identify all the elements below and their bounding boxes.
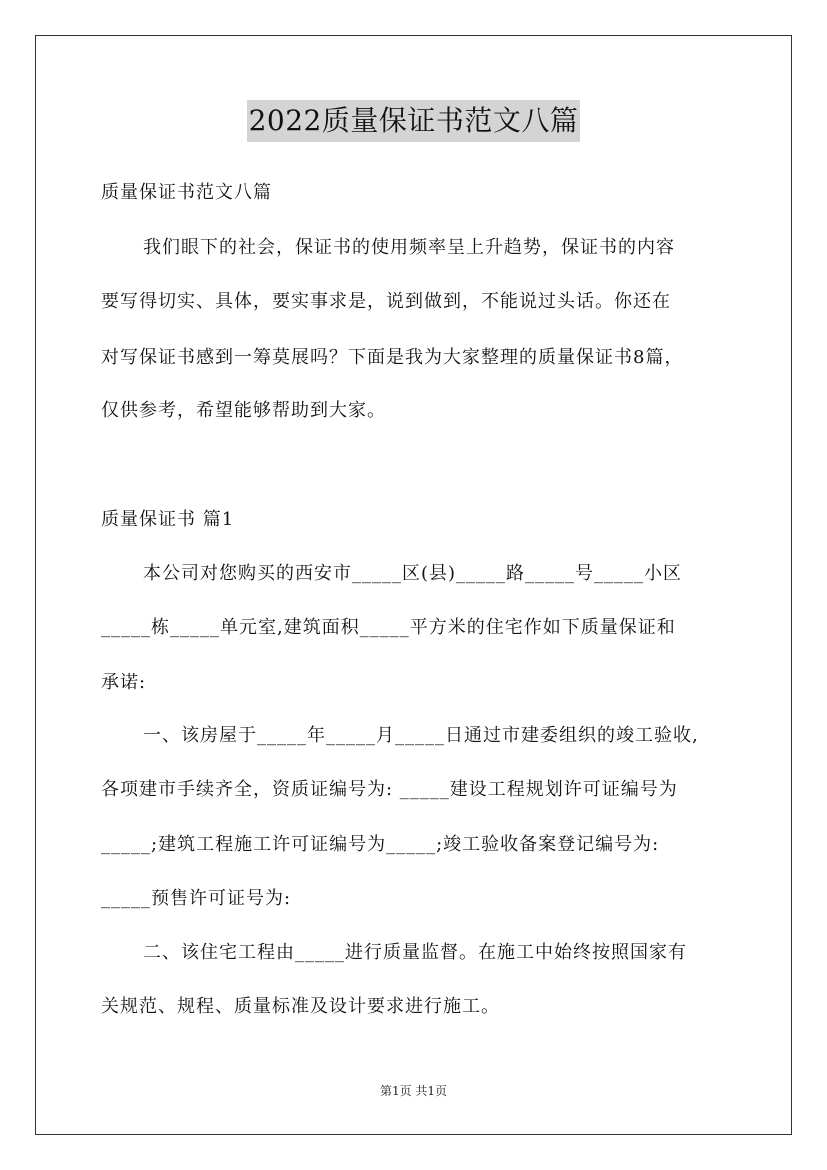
document-title: 2022质量保证书范文八篇: [247, 100, 581, 142]
body-line: 一、该房屋于_____年_____月_____日通过市建委组织的竣工验收,: [143, 725, 699, 746]
subtitle-line: 质量保证书范文八篇: [101, 182, 272, 203]
body-line: 承诺:: [101, 672, 147, 693]
body-line: 关规范、规程、质量标准及设计要求进行施工。: [101, 996, 500, 1017]
body-line: _____栋_____单元室,建筑面积_____平方米的住宅作如下质量保证和: [101, 617, 676, 638]
body-line: 对写保证书感到一筹莫展吗？下面是我为大家整理的质量保证书8篇，: [101, 347, 684, 368]
section-heading: 质量保证书 篇1: [101, 509, 235, 530]
body-line: 要写得切实、具体，要实事求是，说到做到，不能说过头话。你还在: [101, 291, 671, 312]
body-line: _____;建筑工程施工许可证编号为_____;竣工验收备案登记编号为:: [101, 834, 660, 855]
body-line: 二、该住宅工程由_____进行质量监督。在施工中始终按照国家有: [143, 942, 687, 963]
body-line: _____预售许可证号为:: [101, 888, 292, 909]
body-line: 仅供参考，希望能够帮助到大家。: [101, 400, 386, 421]
body-line: 本公司对您购买的西安市_____区(县)_____路_____号_____小区: [143, 563, 683, 584]
page-number-footer: 第1页 共1页: [379, 1084, 448, 1098]
body-line: 各项建市手续齐全，资质证编号为: _____建设工程规划许可证编号为: [101, 779, 678, 800]
body-line: 我们眼下的社会，保证书的使用频率呈上升趋势，保证书的内容: [143, 237, 675, 258]
title-container: [0, 100, 827, 142]
